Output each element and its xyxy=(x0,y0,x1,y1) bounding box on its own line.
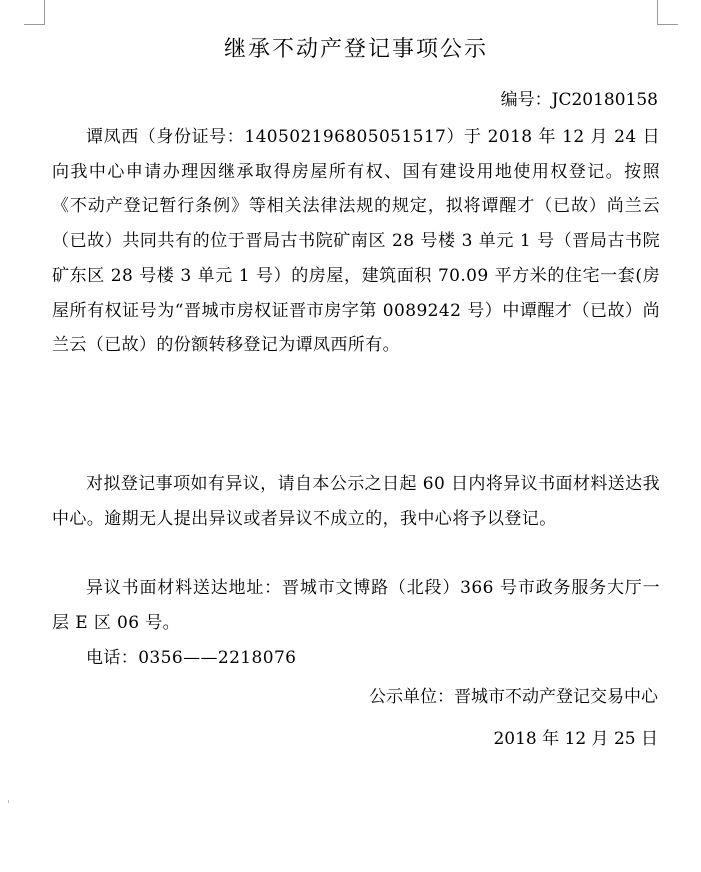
paragraph-address: 异议书面材料送达地址：晋城市文博路（北段）366 号市政务服务大厅一层 E 区 06 号。 xyxy=(52,578,660,633)
paragraph-phone: 电话：0356——2218076 xyxy=(86,648,297,668)
crop-mark-top-left xyxy=(24,0,45,25)
paragraph-objection: 对拟登记事项如有异议，请自本公示之日起 60 日内将异议书面材料送达我中心。逾期无人提出异议或者异议不成立的，我中心将予以登记。 xyxy=(52,474,660,529)
paragraph-application: 谭凤西（身份证号：140502196805051517）于 2018 年 12 月 24 日向我中心申请办理因继承取得房屋所有权、国有建设用地使用权登记。按照《不动产登记暂行条例》等相关法律法规的规定，拟将谭醒才（已故）尚兰云（已故）共同共有的位于晋局古书院矿南区 28 号楼 3 单元 1 号（晋局古书院矿东区 28 号楼 3 单元 1 号）的房屋，建筑面积 70.09 平方米的住宅一套(房屋所有权证号为“晋城市房权证晋市房字第 0089242 号）中谭醒才（已故）尚兰云（已故）的份额转移登记为谭凤西所有。 xyxy=(52,127,660,356)
document-title: 继承不动产登记事项公示 xyxy=(223,37,488,62)
document-body xyxy=(52,22,660,757)
crop-mark-top-right xyxy=(657,0,678,25)
publication-date: 2018 年 12 月 25 日 xyxy=(493,729,658,749)
document-number: 编号：JC20180158 xyxy=(500,90,658,110)
margin-mark xyxy=(8,800,9,803)
publisher-signature: 公示单位：晋城市不动产登记交易中心 xyxy=(369,687,658,707)
